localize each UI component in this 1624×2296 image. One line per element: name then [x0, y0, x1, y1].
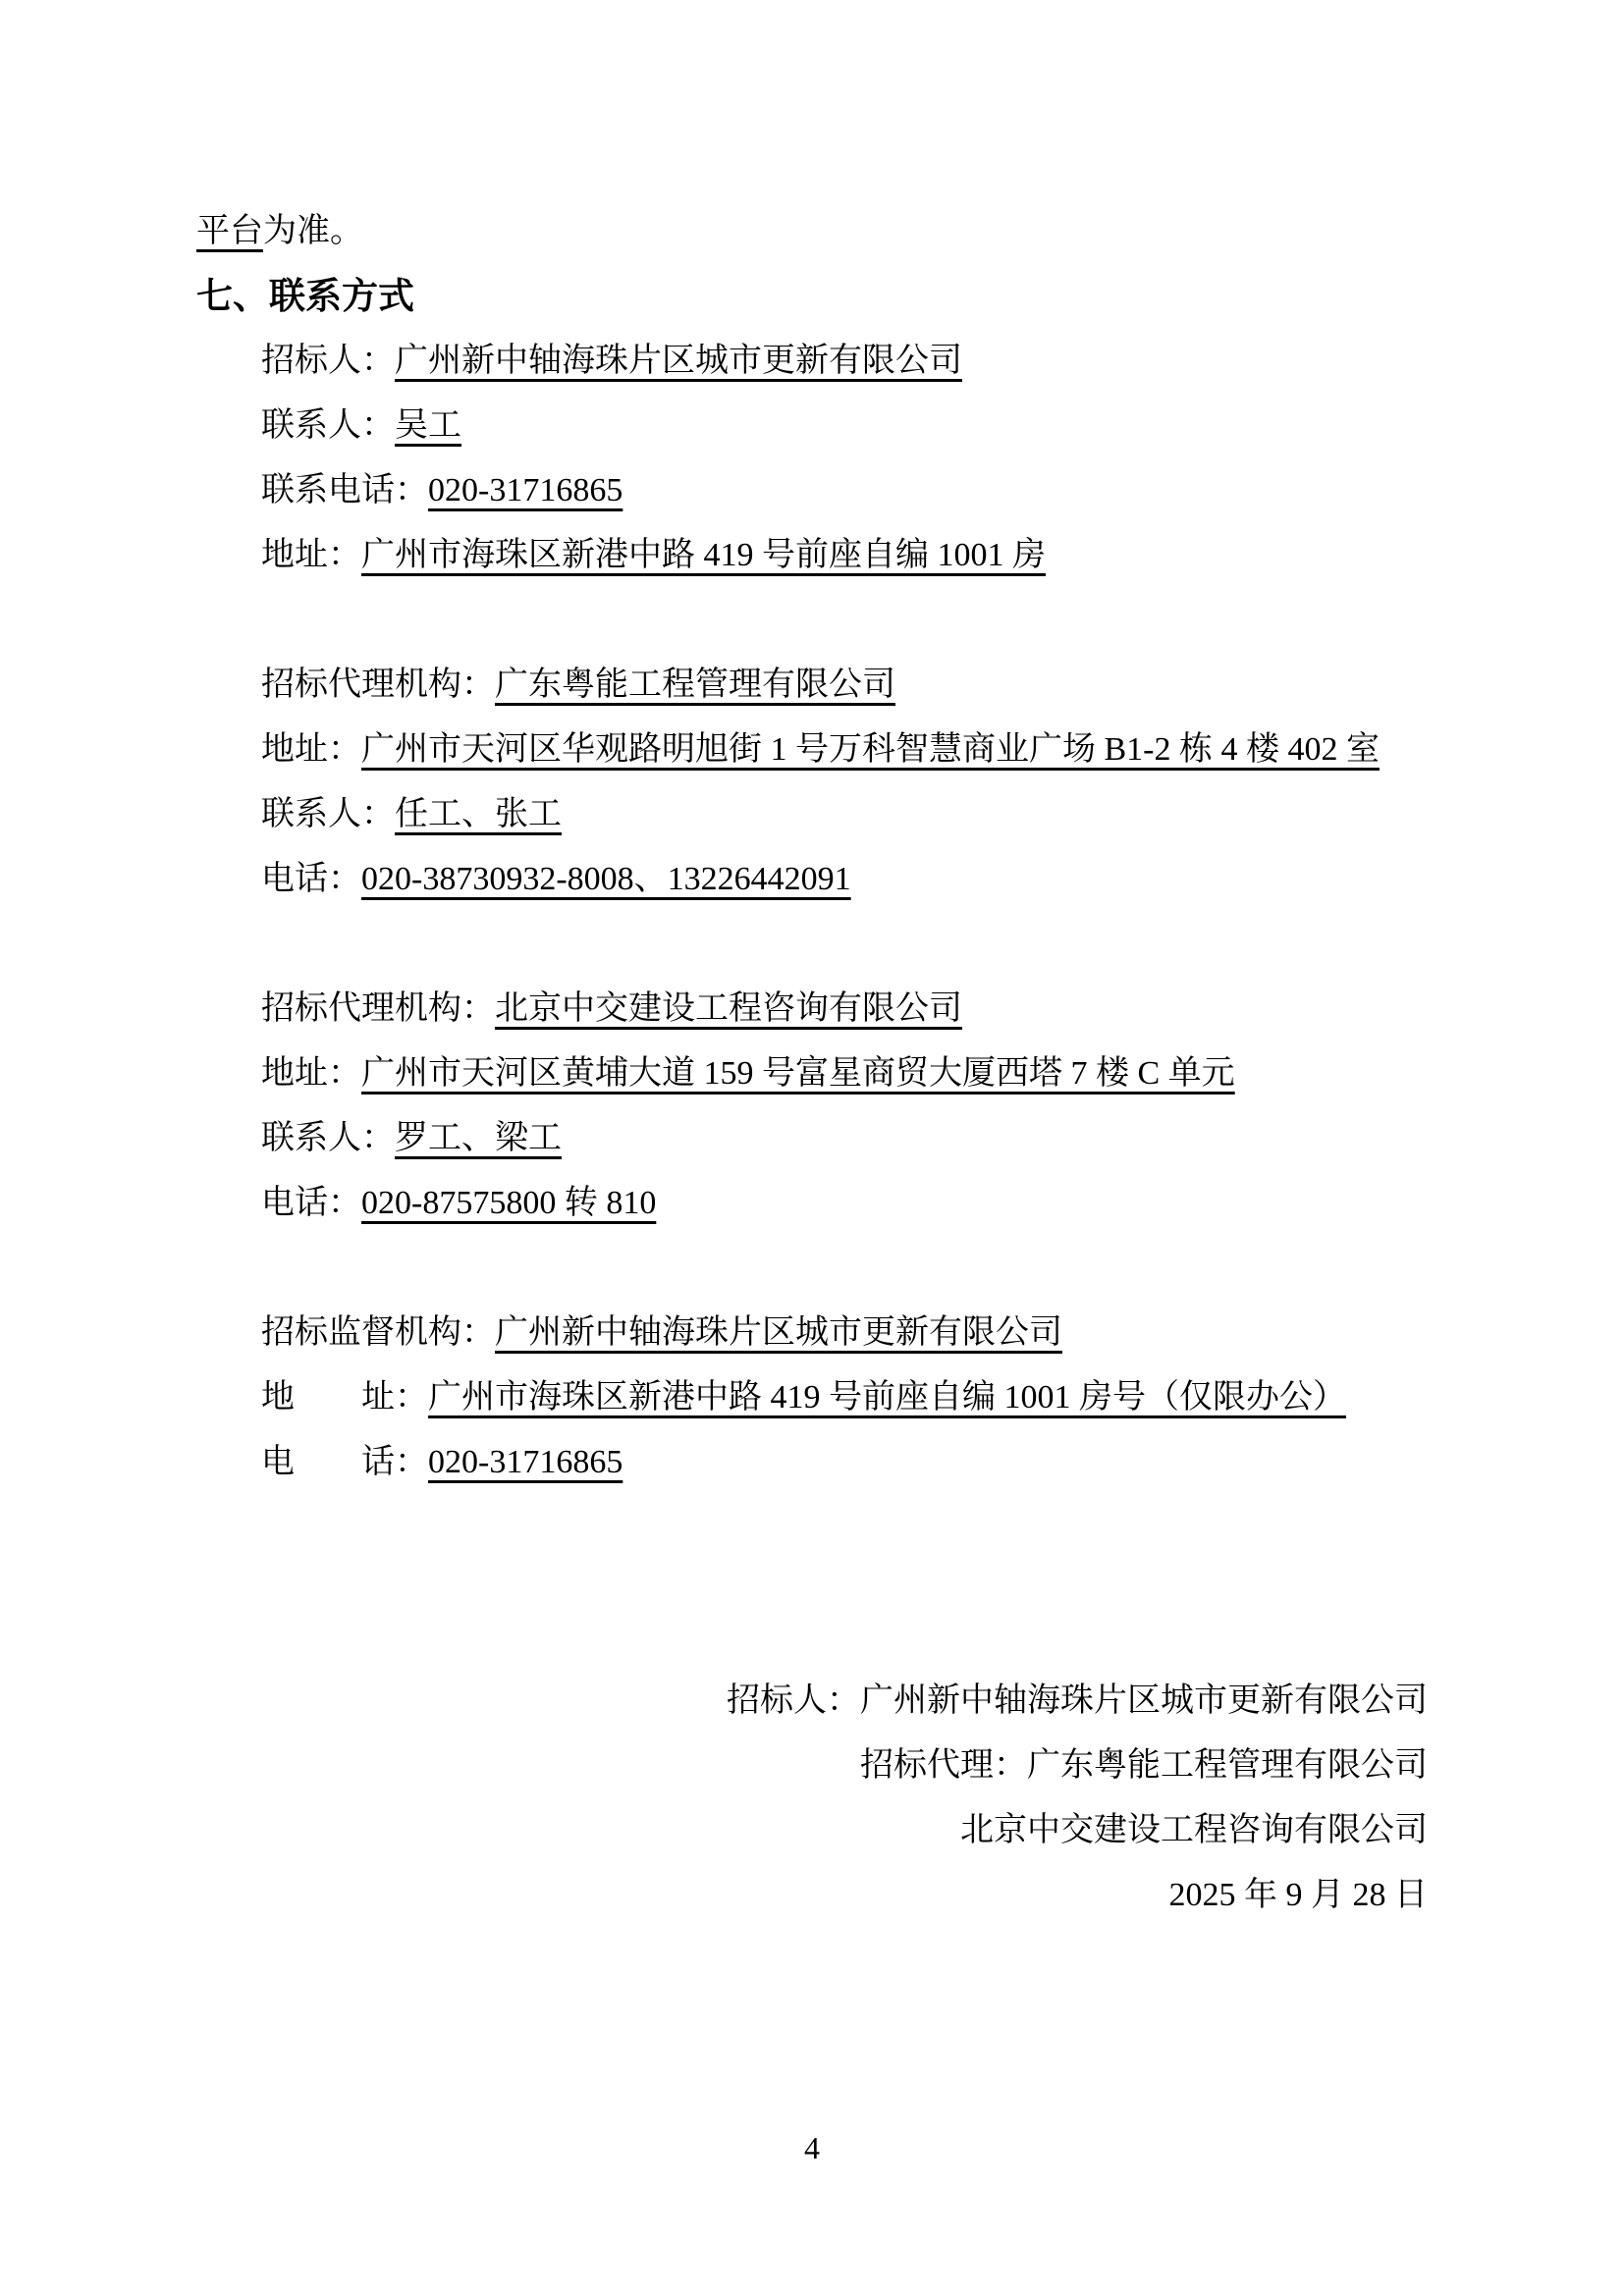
supervisor-phone-value: 020-31716865	[428, 1444, 623, 1480]
tenderer-address-value: 广州市海珠区新港中路 419 号前座自编 1001 房	[361, 537, 1046, 573]
agency-1-address-line	[196, 718, 1428, 782]
tenderer-contact-label: 联系人：	[261, 407, 395, 444]
supervisor-phone-line	[196, 1430, 1428, 1495]
agency-1-name-label: 招标代理机构：	[261, 667, 495, 703]
document-page	[196, 199, 1428, 1928]
signature-block	[196, 1669, 1428, 1928]
agency-2-phone-line	[196, 1171, 1428, 1236]
supervisor-address-value: 广州市海珠区新港中路 419 号前座自编 1001 房号（仅限办公）	[428, 1379, 1346, 1415]
agency-1-block	[196, 653, 1428, 912]
supervisor-block	[196, 1301, 1428, 1495]
signature-agency-line	[196, 1734, 1428, 1798]
supervisor-address-line	[196, 1365, 1428, 1430]
agency-2-phone-value: 020-87575800 转 810	[361, 1185, 657, 1221]
agency-1-contact-label: 联系人：	[261, 796, 395, 832]
agency-1-contact-value: 任工、张工	[395, 796, 562, 832]
tenderer-phone-line	[196, 458, 1428, 523]
tenderer-name-line	[196, 329, 1428, 394]
signature-date-line	[196, 1863, 1428, 1928]
tenderer-block	[196, 329, 1428, 588]
agency-1-name-line	[196, 653, 1428, 718]
signature-agency-label: 招标代理：	[860, 1747, 1027, 1784]
agency-1-phone-label: 电话：	[261, 861, 361, 897]
agency-1-address-value: 广州市天河区华观路明旭街 1 号万科智慧商业广场 B1-2 栋 4 楼 402 室	[361, 731, 1380, 768]
intro-underlined-text: 平台	[196, 213, 263, 249]
supervisor-phone-label: 电 话：	[261, 1444, 428, 1480]
supervisor-name-value: 广州新中轴海珠片区城市更新有限公司	[495, 1314, 1062, 1351]
agency-2-address-value: 广州市天河区黄埔大道 159 号富星商贸大厦西塔 7 楼 C 单元	[361, 1055, 1235, 1092]
agency-2-contact-label: 联系人：	[261, 1120, 395, 1156]
agency-1-name-value: 广东粤能工程管理有限公司	[495, 667, 895, 703]
tenderer-contact-value: 吴工	[395, 407, 461, 444]
intro-rest-text: 为准。	[263, 213, 363, 249]
block-spacer	[196, 1236, 1428, 1301]
agency-2-phone-label: 电话：	[261, 1185, 361, 1221]
block-spacer	[196, 912, 1428, 977]
block-spacer	[196, 588, 1428, 653]
signature-tenderer-line	[196, 1669, 1428, 1734]
tenderer-phone-label: 联系电话：	[261, 472, 428, 508]
agency-2-name-value: 北京中交建设工程咨询有限公司	[495, 990, 962, 1027]
signature-agency2-value: 北京中交建设工程咨询有限公司	[960, 1812, 1428, 1848]
tenderer-address-label: 地址：	[261, 537, 361, 573]
agency-1-contact-line	[196, 782, 1428, 847]
section-heading: 七、联系方式	[196, 276, 414, 316]
page-number: 4	[804, 2130, 820, 2165]
tenderer-address-line	[196, 523, 1428, 588]
tenderer-name-label: 招标人：	[261, 343, 395, 379]
agency-2-address-line	[196, 1041, 1428, 1106]
signature-agency-value: 广东粤能工程管理有限公司	[1027, 1747, 1428, 1784]
intro-continuation-line	[196, 199, 1428, 264]
tenderer-name-value: 广州新中轴海珠片区城市更新有限公司	[395, 343, 962, 379]
agency-2-name-label: 招标代理机构：	[261, 990, 495, 1027]
signature-tenderer-label: 招标人：	[727, 1682, 860, 1719]
supervisor-name-label: 招标监督机构：	[261, 1314, 495, 1351]
supervisor-address-label: 地 址：	[261, 1379, 428, 1415]
agency-2-address-label: 地址：	[261, 1055, 361, 1092]
agency-2-block	[196, 977, 1428, 1236]
agency-2-contact-value: 罗工、梁工	[395, 1120, 562, 1156]
agency-1-phone-line	[196, 847, 1428, 912]
agency-1-address-label: 地址：	[261, 731, 361, 768]
signature-date: 2025 年 9 月 28 日	[1168, 1877, 1428, 1913]
agency-2-contact-line	[196, 1106, 1428, 1171]
agency-1-phone-value: 020-38730932-8008、13226442091	[361, 861, 851, 897]
tenderer-phone-value: 020-31716865	[428, 472, 623, 508]
supervisor-name-line	[196, 1301, 1428, 1365]
signature-tenderer-value: 广州新中轴海珠片区城市更新有限公司	[860, 1682, 1428, 1719]
agency-2-name-line	[196, 977, 1428, 1041]
signature-agency2-line	[196, 1798, 1428, 1863]
tenderer-contact-line	[196, 394, 1428, 458]
